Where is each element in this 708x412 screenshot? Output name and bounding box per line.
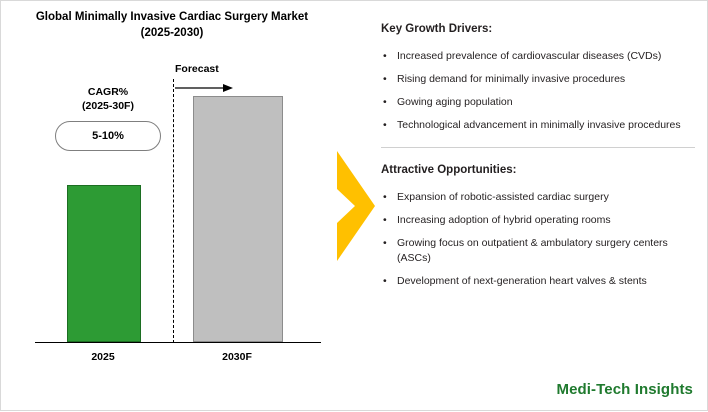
list-item: • Increasing adoption of hybrid operating rooms <box>381 213 695 228</box>
company-logo: Medi-Tech Insights <box>556 381 693 398</box>
forecast-label: Forecast <box>175 63 219 75</box>
list-item: • Growing focus on outpatient & ambulatory surgery centers (ASCs) <box>381 236 695 266</box>
cagr-period-label: (2025-30F) <box>82 100 134 112</box>
bar-2025 <box>67 185 141 342</box>
list-item: • Rising demand for minimally invasive procedures <box>381 72 695 87</box>
section-divider <box>381 147 695 148</box>
bar-chart-plot-area <box>23 63 333 363</box>
cagr-label: CAGR% <box>87 86 129 98</box>
opportunities-heading: Attractive Opportunities: <box>381 164 517 176</box>
insights-panel <box>381 23 695 297</box>
chart-title-line-2: (2025-2030) <box>140 27 204 39</box>
list-item: • Increased prevalence of cardiovascular diseases (CVDs) <box>381 49 695 64</box>
growth-drivers-list <box>381 49 695 133</box>
list-item: • Gowing aging population <box>381 95 695 110</box>
cagr-value-badge: 5-10% <box>55 121 161 151</box>
opportunities-list <box>381 190 695 289</box>
list-item: • Expansion of robotic-assisted cardiac surgery <box>381 190 695 205</box>
cagr-callout <box>49 85 167 151</box>
x-axis-label-2030f: 2030F <box>222 351 252 363</box>
forecast-divider-line <box>173 79 174 343</box>
bar-2030f <box>193 96 283 342</box>
chart-panel <box>1 1 349 412</box>
yellow-chevron-arrow-icon <box>335 151 375 261</box>
list-item: • Development of next-generation heart valves & stents <box>381 274 695 289</box>
x-axis-label-2025: 2025 <box>91 351 115 363</box>
page-title <box>7 9 337 41</box>
forecast-arrow-icon <box>175 82 235 94</box>
growth-drivers-heading: Key Growth Drivers: <box>381 23 493 35</box>
chart-title-line-1: Global Minimally Invasive Cardiac Surgery Market <box>35 11 309 23</box>
x-axis-line <box>35 342 321 343</box>
list-item: • Technological advancement in minimally invasive procedures <box>381 118 695 133</box>
